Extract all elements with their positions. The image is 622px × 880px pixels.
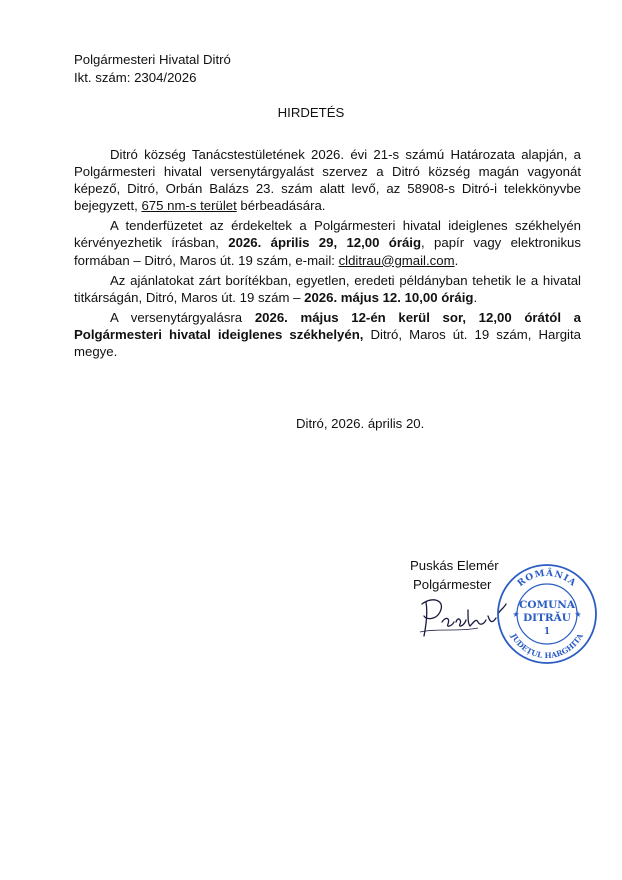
stamp-star-left: ★: [512, 610, 520, 619]
tender-deadline: 2026. április 29, 12,00 óráig: [228, 235, 422, 251]
announcement-body: [74, 146, 581, 363]
paragraph-4: [74, 309, 581, 360]
stamp-number: 1: [543, 627, 551, 637]
signer-block: [410, 556, 499, 594]
signer-name: Puskás Elemér: [410, 558, 499, 573]
paragraph-2: [74, 217, 581, 268]
document-header: [74, 51, 231, 86]
official-stamp: [495, 562, 599, 666]
p1-text-end: bérbeadására.: [236, 198, 326, 214]
p2-text-end: .: [454, 252, 459, 268]
office-name: Polgármesteri Hivatal Ditró: [74, 52, 231, 67]
p2-text: A tenderfüzetet az érdekeltek a Polgármesteri hivatal ideiglenes székhelyén kérvényezhetik írásban,: [74, 218, 581, 251]
p4-text: A versenytárgyalásra: [110, 309, 255, 325]
registration-number: Ikt. szám: 2304/2026: [74, 69, 197, 85]
p4-text-end: Ditró, Maros út. 19 szám, Hargita megye.: [74, 326, 581, 360]
land-area: 675 nm-s terület: [141, 198, 237, 214]
stamp-top-text: ROMÂNIA: [516, 568, 579, 590]
signer-role: Polgármester: [413, 577, 492, 592]
stamp-line-1: COMUNA: [518, 599, 576, 611]
auction-time-place: 2026. május 12-én kerül sor, 12,00 órától a Polgármesteri hivatal ideiglenes székhelyén,: [74, 309, 581, 342]
paragraph-1: [74, 146, 581, 214]
stamp-line-2: DITRĂU: [523, 612, 571, 624]
paragraph-3: [74, 272, 581, 306]
document-date: Ditró, 2026. április 20.: [296, 416, 425, 431]
offer-deadline: 2026. május 12. 10,00 óráig: [304, 289, 474, 305]
p1-text: Ditró község Tanácstestületének 2026. évi 21-s számú Határozata alapján, a Polgármesteri hivatal versenytárgyalást szervez a Ditró község magán vagyonát képező, Ditró, Orbán Balázs 23. szám alatt levő, az 58908-s Ditró-i telekkönyvbe bejegyzett,: [74, 147, 581, 214]
email-link[interactable]: clditrau@gmail.com: [338, 252, 455, 268]
stamp-bottom-text: JUDEȚUL HARGHITA: [509, 631, 585, 661]
p2-text-mid: , papír vagy elektronikus formában – Ditró, Maros út. 19 szám, e-mail:: [74, 235, 581, 268]
document-title: HIRDETÉS: [277, 105, 345, 120]
p3-text-end: .: [473, 289, 478, 305]
stamp-star-right: ★: [574, 610, 582, 619]
p3-text: Az ajánlatokat zárt borítékban, egyetlen, eredeti példányban tehetik le a hivatal titkárságán, Ditró, Maros út. 19 szám –: [74, 272, 581, 305]
